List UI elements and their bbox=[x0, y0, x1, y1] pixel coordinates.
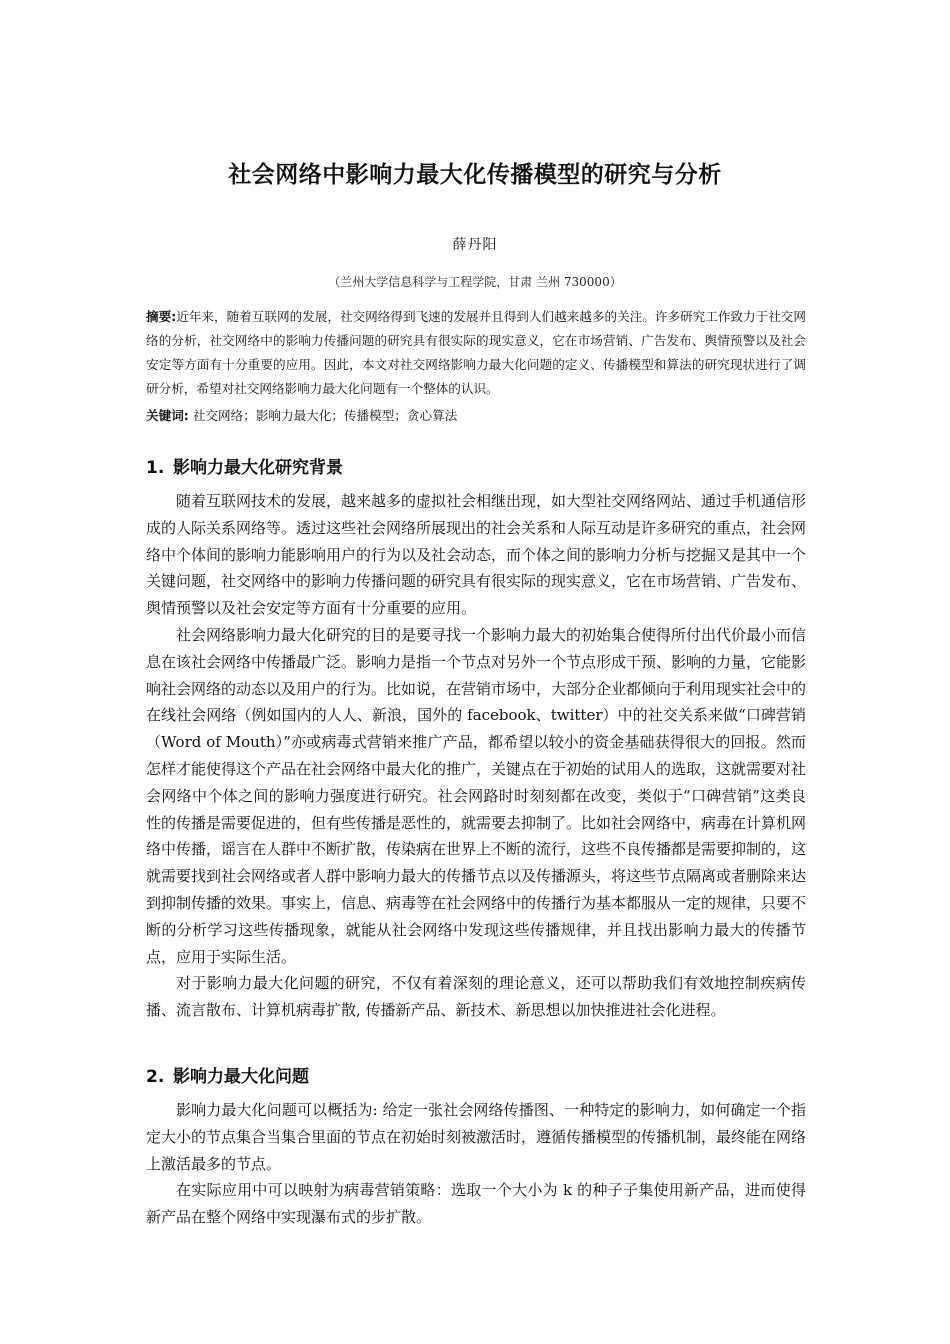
section-title: 影响力最大化问题 bbox=[173, 1067, 309, 1087]
section-heading bbox=[146, 453, 806, 478]
section-number: 2. bbox=[146, 1067, 165, 1087]
paragraph: 在实际应用中可以映射为病毒营销策略：选取一个大小为 k 的种子子集使用新产品，进而使得新产品在整个网络中实现瀑布式的步扩散。 bbox=[146, 1181, 806, 1227]
abstract-label: 摘要: bbox=[146, 309, 177, 324]
section-body bbox=[146, 488, 806, 1024]
keywords-text: 社交网络；影响力最大化；传播模型；贪心算法 bbox=[188, 408, 458, 423]
paragraph: 影响力最大化问题可以概括为: 给定一张社会网络传播图、一种特定的影响力，如何确定一个指定大小的节点集合当集合里面的节点在初始时刻被激活时，遵循传播模型的传播机制，最终能在网络上激活最多的节点。 bbox=[146, 1101, 807, 1173]
abstract bbox=[146, 305, 806, 401]
section-heading bbox=[146, 1062, 806, 1087]
keywords-label: 关键词: bbox=[146, 408, 189, 423]
author-name: 薛丹阳 bbox=[452, 237, 498, 253]
section-body bbox=[146, 1097, 806, 1231]
paragraph: 随着互联网技术的发展，越来越多的虚拟社会相继出现，如大型社交网络网站、通过手机通信形成的人际关系网络等。透过这些社会网络所展现出的社会关系和人际互动是许多研究的重点，社会网络中个体间的影响力能影响用户的行为以及社会动态，而个体之间的影响力分析与挖掘又是其中一个关键问题，社交网络中的影响力传播问题的研究具有很实际的现实意义，它在市场营销、广告发布、舆情预警以及社会安定等方面有十分重要的应用。 bbox=[146, 492, 807, 618]
keywords bbox=[146, 404, 806, 428]
paragraph: 社会网络影响力最大化研究的目的是要寻找一个影响力最大的初始集合使得所付出代价最小而信息在该社会网络中传播最广泛。影响力是指一个节点对另外一个节点形成干预、影响的力量，它能影响社会网络的动态以及用户的行为。比如说，在营销市场中，大部分企业都倾向于利用现实社会中的在线社会网络（例如国内的人人、新浪，国外的 facebook、twitter）中的社交关系来做“口碑营销（Word of Mouth）”亦或病毒式营销来推广产品，都希望以较小的资金基础获得很大的回报。然而怎样才能使得这个产品在社会网络中最大化的推广，关键点在于初始的试用人的选取，这就需要对社会网络中个体之间的影响力强度进行研究。社会网路时时刻刻都在改变，类似于“口碑营销”这类良性的传播是需要促进的，但有些传播是恶性的，就需要去抑制了。比如社会网络中，病毒在计算机网络中传播，谣言在人群中不断扩散，传染病在世界上不断的流行，这些不良传播都是需要抑制的，这就需要找到社会网络或者人群中影响力最大的传播节点以及传播源头，将这些节点隔离或者删除来达到抑制传播的效果。事实上，信息、病毒等在社会网络中的传播行为基本都服从一定的规律，只要不断的分析学习这些传播现象，就能从社会网络中发现这些传播规律，并且找出影响力最大的传播节点，应用于实际生活。 bbox=[146, 625, 807, 966]
author-affiliation: （兰州大学信息科学与工程学院，甘肃 兰州 730000） bbox=[328, 275, 622, 289]
section-title: 影响力最大化研究背景 bbox=[173, 458, 343, 478]
paragraph: 对于影响力最大化问题的研究，不仅有着深刻的理论意义，还可以帮助我们有效地控制疾病传播、流言散布、计算机病毒扩散, 传播新产品、新技术、新思想以加快推进社会化进程。 bbox=[146, 974, 806, 1020]
abstract-text: 近年来，随着互联网的发展，社交网络得到飞速的发展并且得到人们越来越多的关注。许多研究工作致力于社交网络的分析，社交网络中的影响力传播问题的研究具有很实际的现实意义，它在市场营销、广告发布、舆情预警以及社会安定等方面有十分重要的应用。因此，本文对社交网络影响力最大化问题的定义、传播模型和算法的研究现状进行了调研分析，希望对社交网络影响力最大化问题有一个整体的认识。 bbox=[146, 309, 806, 396]
section-number: 1. bbox=[146, 458, 165, 478]
paper-title: 社会网络中影响力最大化传播模型的研究与分析 bbox=[228, 162, 722, 188]
